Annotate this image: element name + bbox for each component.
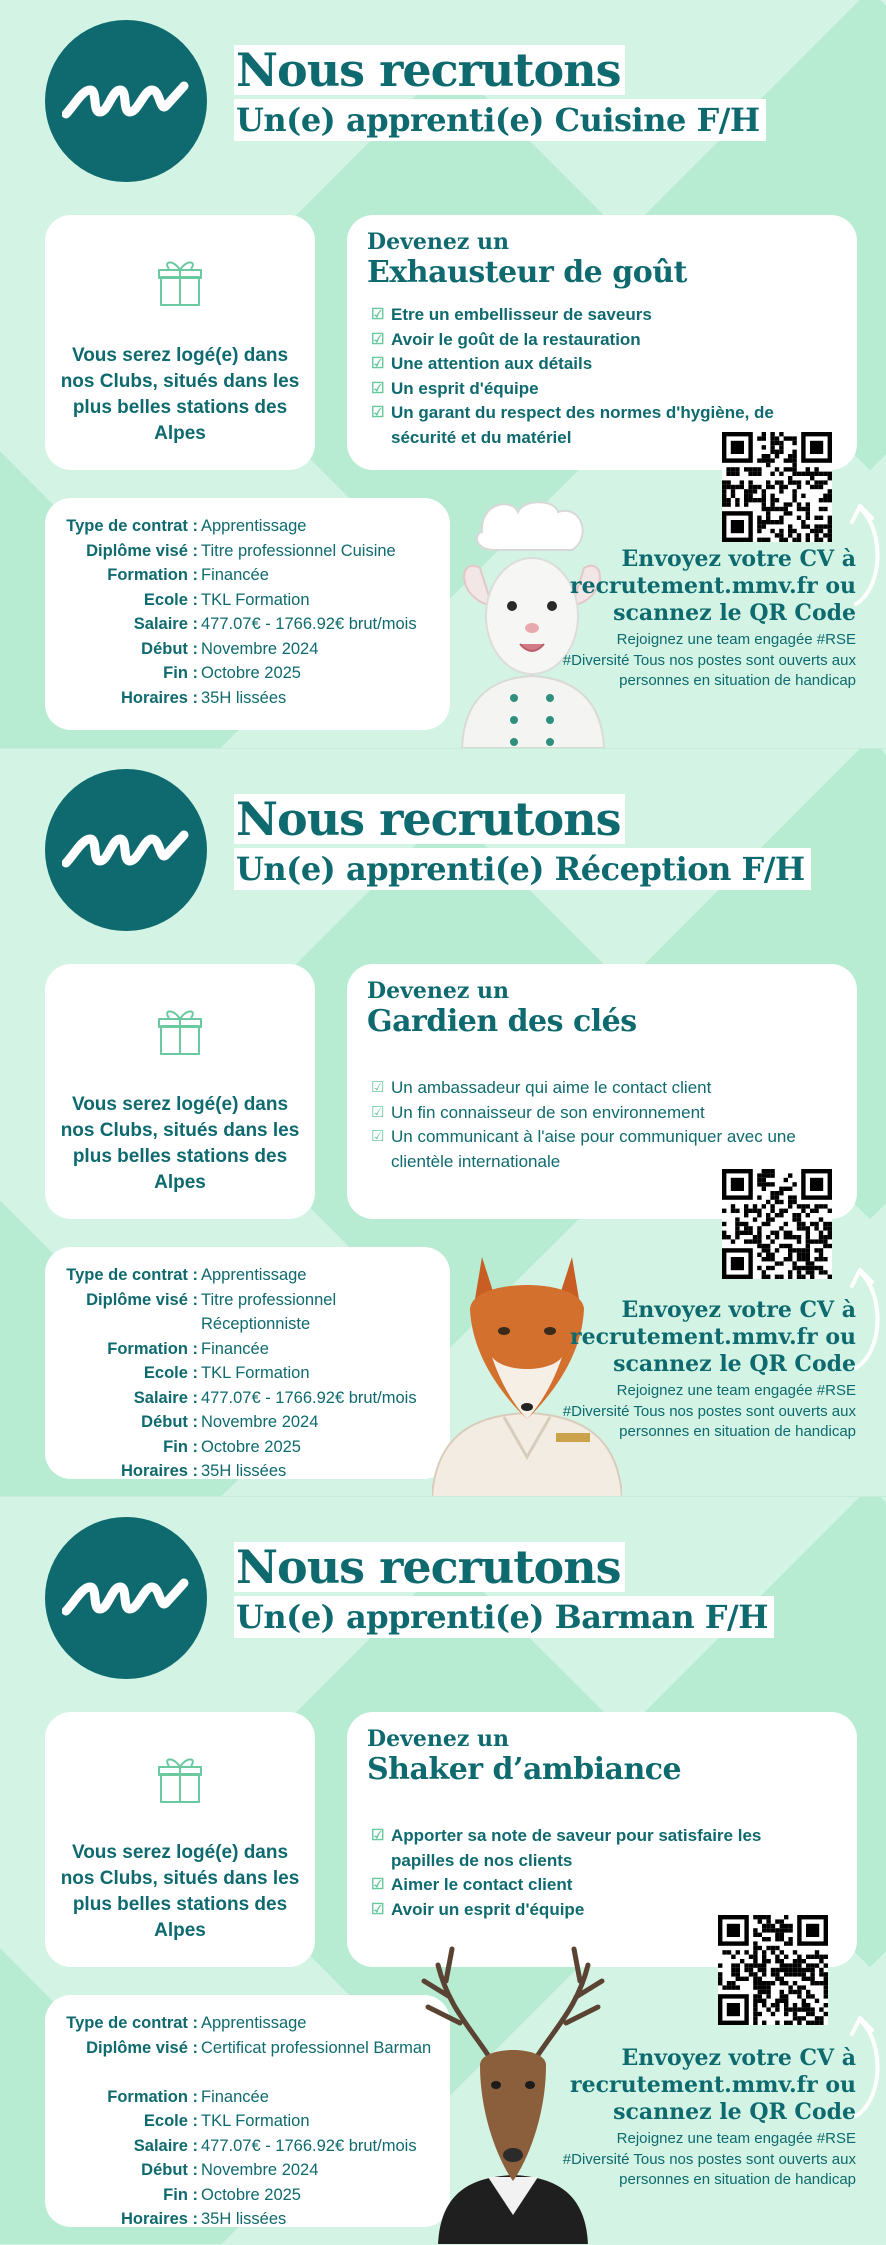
quality-text: Aimer le contact client xyxy=(391,1875,573,1894)
detail-row xyxy=(45,2011,450,2036)
lodging-text: Vous serez logé(e) dans nos Clubs, situés dans les plus belles stations des Alpes xyxy=(60,1842,300,1941)
lodging-card xyxy=(45,1712,315,1967)
quality-text: Avoir le goût de la restauration xyxy=(391,329,641,349)
job-offer-2 xyxy=(0,748,886,1496)
detail-row xyxy=(45,2036,450,2061)
detail-value: Apprentissage xyxy=(201,517,307,535)
apply-instructions[interactable]: Envoyez votre CV à recrutement.mmv.fr ou scannez le QR Code xyxy=(570,1297,856,1377)
detail-row xyxy=(45,1459,450,1484)
lodging-text: Vous serez logé(e) dans nos Clubs, situés dans les plus belles stations des Alpes xyxy=(60,1094,300,1193)
become-label: Devenez un xyxy=(367,229,509,255)
detail-label: Formation : xyxy=(107,1339,198,1358)
page-title xyxy=(234,794,811,890)
lodging-card xyxy=(45,964,315,1219)
recruiting-heading: Nous recrutons xyxy=(234,794,625,844)
detail-label: Fin : xyxy=(163,1437,198,1456)
checkbox-icon: ☑ xyxy=(371,330,385,348)
quality-item xyxy=(371,1873,821,1898)
detail-row xyxy=(45,514,450,539)
detail-row xyxy=(45,1337,450,1362)
quality-item xyxy=(371,377,821,402)
quality-item xyxy=(371,1101,821,1126)
quality-item xyxy=(371,352,821,377)
contract-details-card xyxy=(45,498,450,730)
detail-value: Octobre 2025 xyxy=(201,1437,301,1456)
curved-arrow-icon xyxy=(848,1264,886,1379)
detail-label: Ecole : xyxy=(143,2112,198,2130)
qualities-list xyxy=(371,303,821,450)
qr-code[interactable] xyxy=(722,1169,832,1279)
detail-value: Octobre 2025 xyxy=(201,664,301,682)
detail-row xyxy=(45,1410,450,1435)
detail-value: 477.07€ - 1766.92€ brut/mois xyxy=(201,1388,417,1407)
job-offer-1 xyxy=(0,0,886,748)
gift-icon xyxy=(157,1754,203,1809)
checkbox-icon: ☑ xyxy=(371,355,385,372)
quality-item xyxy=(371,328,821,353)
apply-block xyxy=(556,1297,856,1443)
checkbox-icon: ☑ xyxy=(371,379,385,397)
detail-row xyxy=(45,686,450,711)
quality-item xyxy=(371,1824,821,1873)
lodging-card xyxy=(45,215,315,470)
curved-arrow-icon xyxy=(848,2012,886,2127)
detail-value: Novembre 2024 xyxy=(201,639,319,658)
detail-value: 35H lissées xyxy=(201,2210,287,2228)
quality-text: Etre un embellisseur de saveurs xyxy=(391,305,652,324)
detail-row xyxy=(45,637,450,662)
detail-row xyxy=(45,563,450,588)
role-nickname: Exhausteur de goût xyxy=(367,255,687,290)
detail-label: Diplôme visé : xyxy=(86,2038,198,2057)
detail-value: 35H lissées xyxy=(201,1462,287,1480)
quality-text: Apporter sa note de saveur pour satisfaire les papilles de nos clients xyxy=(391,1826,762,1870)
detail-label: Salaire : xyxy=(133,2136,198,2155)
quality-text: Un communicant à l'aise pour communiquer avec une clientèle internationale xyxy=(391,1127,796,1171)
detail-label: Type de contrat : xyxy=(66,517,198,535)
checkbox-icon: ☑ xyxy=(371,306,385,323)
detail-value: TKL Formation xyxy=(201,2112,310,2130)
detail-row xyxy=(45,588,450,613)
qualities-list xyxy=(371,1076,821,1174)
detail-row xyxy=(45,539,450,564)
detail-label: Horaires : xyxy=(120,688,198,707)
qr-code[interactable] xyxy=(722,432,832,542)
detail-label: Fin : xyxy=(163,2185,198,2204)
detail-row xyxy=(45,1435,450,1460)
quality-text: Un ambassadeur qui aime le contact client xyxy=(391,1078,712,1097)
detail-value: Financée xyxy=(201,566,269,584)
apply-instructions[interactable]: Envoyez votre CV à recrutement.mmv.fr ou scannez le QR Code xyxy=(570,546,856,626)
detail-label: Type de contrat : xyxy=(66,2014,198,2032)
curved-arrow-icon xyxy=(848,500,886,615)
recruiting-heading: Nous recrutons xyxy=(234,45,625,95)
detail-value: 477.07€ - 1766.92€ brut/mois xyxy=(201,2136,417,2155)
detail-label: Horaires : xyxy=(120,2210,198,2228)
detail-value: Apprentissage xyxy=(201,2014,307,2032)
recruiting-heading: Nous recrutons xyxy=(234,1542,625,1592)
detail-value: TKL Formation xyxy=(201,1364,310,1382)
role-nickname: Shaker d’ambiance xyxy=(367,1752,682,1787)
detail-label: Début : xyxy=(141,639,198,658)
detail-label: Début : xyxy=(141,2161,198,2179)
detail-label: Salaire : xyxy=(133,615,198,633)
detail-value: Apprentissage xyxy=(201,1266,307,1284)
detail-value: Novembre 2024 xyxy=(201,2161,319,2179)
detail-value: Novembre 2024 xyxy=(201,1413,319,1431)
checkbox-icon: ☑ xyxy=(371,1079,385,1096)
checkbox-icon: ☑ xyxy=(371,1128,385,1145)
checkbox-icon: ☑ xyxy=(371,1876,385,1893)
team-message: Rejoignez une team engagée #RSE #Diversité Tous nos postes sont ouverts aux personnes en situation de handicap xyxy=(562,1382,856,1440)
detail-label: Diplôme visé : xyxy=(86,1290,198,1309)
become-label: Devenez un xyxy=(367,978,509,1004)
page-title xyxy=(234,1542,774,1638)
detail-row xyxy=(45,2158,450,2183)
quality-item xyxy=(371,1076,821,1101)
detail-value: 477.07€ - 1766.92€ brut/mois xyxy=(201,615,417,633)
detail-row xyxy=(45,1288,450,1337)
mmv-logo xyxy=(45,1517,207,1679)
detail-value: Certificat professionnel Barman xyxy=(201,2038,432,2057)
detail-row xyxy=(45,1361,450,1386)
detail-value: Financée xyxy=(201,1339,269,1358)
job-title: Un(e) apprenti(e) Réception F/H xyxy=(234,848,811,890)
apply-block xyxy=(556,2045,856,2191)
team-message: Rejoignez une team engagée #RSE #Diversité Tous nos postes sont ouverts aux personnes en situation de handicap xyxy=(562,631,856,689)
contract-details-card xyxy=(45,1247,450,1479)
quality-text: Un fin connaisseur de son environnement xyxy=(391,1102,705,1122)
apply-block xyxy=(556,546,856,692)
detail-label: Formation : xyxy=(107,2087,198,2106)
become-label: Devenez un xyxy=(367,1726,509,1752)
detail-value: Titre professionnel Réceptionniste xyxy=(201,1290,337,1333)
checkbox-icon: ☑ xyxy=(371,1900,385,1918)
detail-label: Salaire : xyxy=(133,1388,198,1407)
quality-item xyxy=(371,303,821,328)
detail-row xyxy=(45,2207,450,2232)
qualities-list xyxy=(371,1824,821,1922)
apply-instructions[interactable]: Envoyez votre CV à recrutement.mmv.fr ou scannez le QR Code xyxy=(570,2045,856,2125)
detail-value: 35H lissées xyxy=(201,688,287,707)
detail-row xyxy=(45,2183,450,2208)
job-title: Un(e) apprenti(e) Barman F/H xyxy=(234,1596,774,1638)
mmv-logo xyxy=(45,20,207,182)
role-nickname: Gardien des clés xyxy=(367,1004,637,1039)
quality-item xyxy=(371,1125,821,1174)
page-title xyxy=(234,45,766,141)
quality-text: Un esprit d'équipe xyxy=(391,378,539,398)
quality-text: Un garant du respect des normes d'hygiène, de sécurité et du matériel xyxy=(391,403,774,447)
detail-label: Diplôme visé : xyxy=(86,541,198,560)
job-offer-3 xyxy=(0,1496,886,2244)
quality-text: Avoir un esprit d'équipe xyxy=(391,1899,585,1919)
detail-value: Octobre 2025 xyxy=(201,2185,301,2204)
checkbox-icon: ☑ xyxy=(371,1827,385,1844)
job-title: Un(e) apprenti(e) Cuisine F/H xyxy=(234,99,766,141)
detail-row xyxy=(45,1386,450,1411)
team-message: Rejoignez une team engagée #RSE #Diversité Tous nos postes sont ouverts aux personnes en situation de handicap xyxy=(562,2130,856,2188)
detail-row xyxy=(45,661,450,686)
gift-icon xyxy=(157,1006,203,1061)
qr-code[interactable] xyxy=(718,1915,828,2025)
detail-label: Horaires : xyxy=(120,1462,198,1480)
detail-row xyxy=(45,2109,450,2134)
detail-row xyxy=(45,2085,450,2110)
quality-text: Une attention aux détails xyxy=(391,354,593,373)
contract-details-card xyxy=(45,1995,450,2227)
detail-label: Ecole : xyxy=(143,590,198,609)
mmv-logo xyxy=(45,769,207,931)
detail-row xyxy=(45,612,450,637)
detail-row xyxy=(45,2134,450,2159)
detail-value: Financée xyxy=(201,2087,269,2106)
detail-row xyxy=(45,1263,450,1288)
detail-value: Titre professionnel Cuisine xyxy=(201,541,396,560)
detail-value: TKL Formation xyxy=(201,590,310,609)
detail-label: Type de contrat : xyxy=(66,1266,198,1284)
checkbox-icon: ☑ xyxy=(371,404,385,421)
detail-label: Fin : xyxy=(163,664,198,682)
detail-label: Début : xyxy=(141,1413,198,1431)
gift-icon xyxy=(157,257,203,312)
detail-label: Ecole : xyxy=(143,1364,198,1382)
lodging-text: Vous serez logé(e) dans nos Clubs, situés dans les plus belles stations des Alpes xyxy=(60,345,300,444)
checkbox-icon: ☑ xyxy=(371,1103,385,1121)
detail-label: Formation : xyxy=(107,566,198,584)
